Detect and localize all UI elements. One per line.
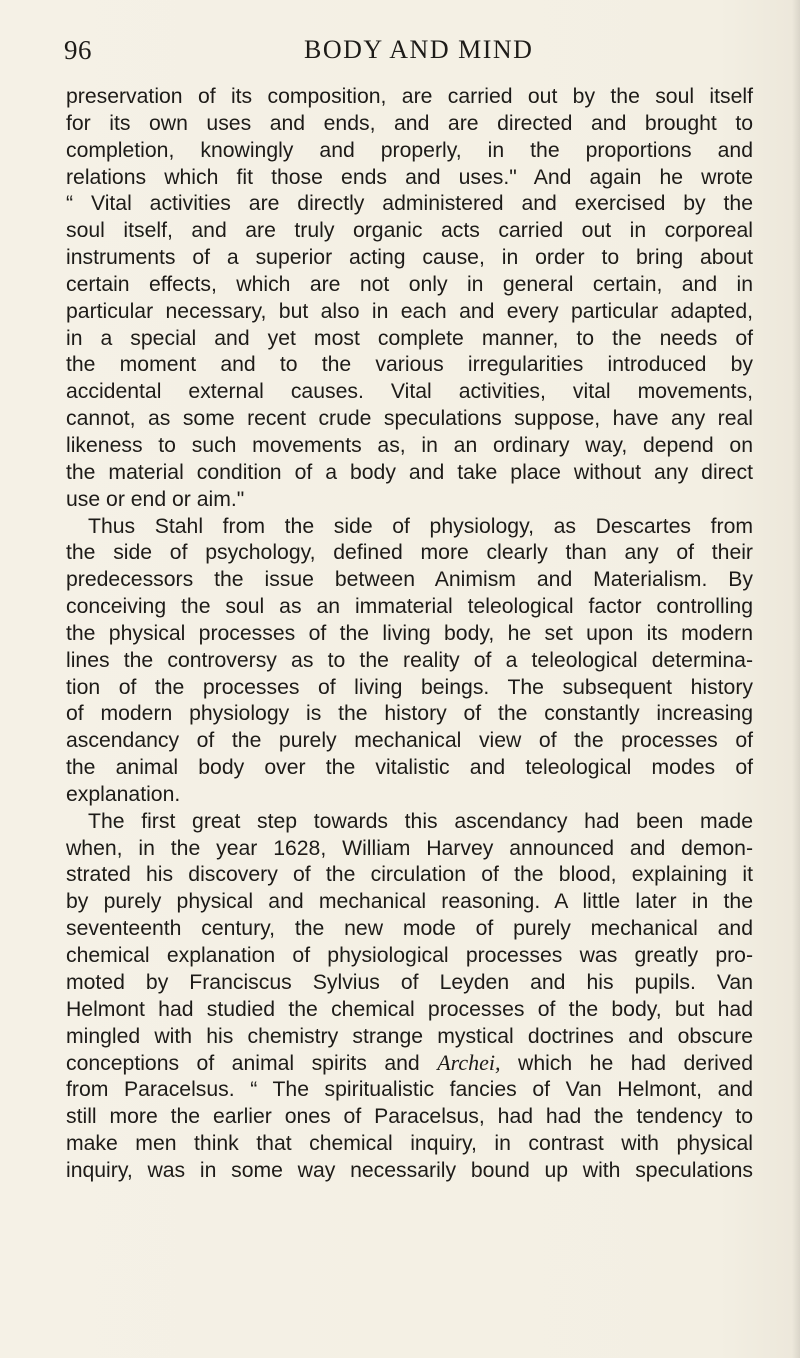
page-header: [64, 35, 754, 75]
text-line: seventeenth century, the new mode of purely mechanical and: [66, 917, 753, 941]
text-line: Thus Stahl from the side of physiology, as Descartes from: [88, 514, 753, 538]
text-line: completion, knowingly and properly, in the proportions and: [66, 138, 753, 162]
text-line: conceiving the soul as an immaterial teleological factor controlling: [66, 595, 753, 619]
text-line: certain effects, which are not only in general certain, and in: [66, 272, 753, 296]
text-line: “ Vital activities are directly administered and exercised by the: [66, 192, 753, 216]
text-line: likeness to such movements as, in an ordinary way, depend on: [66, 433, 753, 457]
page-edge-shadow: [792, 0, 800, 1358]
text-line: the material condition of a body and take place without any direct: [66, 460, 753, 484]
text-line: lines the controversy as to the reality of a teleological determina-: [66, 648, 753, 672]
text-line: moted by Franciscus Sylvius of Leyden and his pupils. Van: [66, 970, 753, 994]
text-line: ascendancy of the purely mechanical view of the processes of: [66, 729, 753, 753]
text-segment: conceptions of animal spirits and: [66, 1052, 420, 1076]
text-line: particular necessary, but also in each and every particular adapted,: [66, 299, 753, 323]
text-line: make men think that chemical inquiry, in contrast with physical: [66, 1131, 753, 1155]
text-line: the moment and to the various irregularities introduced by: [66, 353, 753, 377]
text-line: the animal body over the vitalistic and teleological modes of: [66, 756, 753, 780]
running-head: BODY AND MIND: [304, 35, 534, 64]
text-line: strated his discovery of the circulation of the blood, explaining it: [66, 863, 753, 887]
text-line: Helmont had studied the chemical processes of the body, but had: [66, 997, 753, 1021]
text-line: still more the earlier ones of Paracelsus, had had the tendency to: [66, 1105, 753, 1129]
text-line: soul itself, and are truly organic acts carried out in corporeal: [66, 219, 753, 243]
page-number: 96: [64, 35, 92, 65]
text-line: mingled with his chemistry strange mystical doctrines and obscure: [66, 1024, 753, 1048]
text-line: preservation of its composition, are carried out by the soul itself: [66, 85, 753, 108]
text-line: tion of the processes of living beings. The subsequent history: [66, 675, 753, 699]
italic-term: Archei,: [437, 1050, 501, 1076]
text-line: [66, 1050, 753, 1077]
text-line: when, in the year 1628, William Harvey announced and demon-: [66, 836, 753, 860]
text-line: The first great step towards this ascendancy had been made: [88, 809, 753, 833]
text-line: use or end or aim.": [66, 487, 245, 511]
text-line: chemical explanation of physiological processes was greatly pro-: [66, 944, 753, 967]
text-line: relations which fit those ends and uses." And again he wrote: [66, 165, 753, 189]
text-line: explanation.: [66, 782, 181, 806]
text-line: the physical processes of the living body, he set upon its modern: [66, 621, 753, 645]
text-line: accidental external causes. Vital activities, vital movements,: [66, 380, 753, 404]
text-line: for its own uses and ends, and are directed and brought to: [66, 111, 753, 135]
text-line: from Paracelsus. “ The spiritualistic fancies of Van Helmont, and: [66, 1078, 753, 1102]
text-line: instruments of a superior acting cause, in order to bring about: [66, 246, 753, 270]
text-line: predecessors the issue between Animism and Materialism. By: [66, 568, 753, 592]
text-line: cannot, as some recent crude speculations suppose, have any real: [66, 407, 753, 431]
text-line: inquiry, was in some way necessarily bound up with speculations: [66, 1158, 753, 1182]
text-line: the side of psychology, defined more clearly than any of their: [66, 541, 753, 565]
text-line: by purely physical and mechanical reasoning. A little later in the: [66, 890, 753, 914]
text-line: in a special and yet most complete manner, to the needs of: [66, 326, 753, 350]
body-text: [66, 84, 753, 1185]
text-segment: which he had derived: [518, 1052, 754, 1076]
text-line: of modern physiology is the history of the constantly increasing: [66, 702, 753, 726]
